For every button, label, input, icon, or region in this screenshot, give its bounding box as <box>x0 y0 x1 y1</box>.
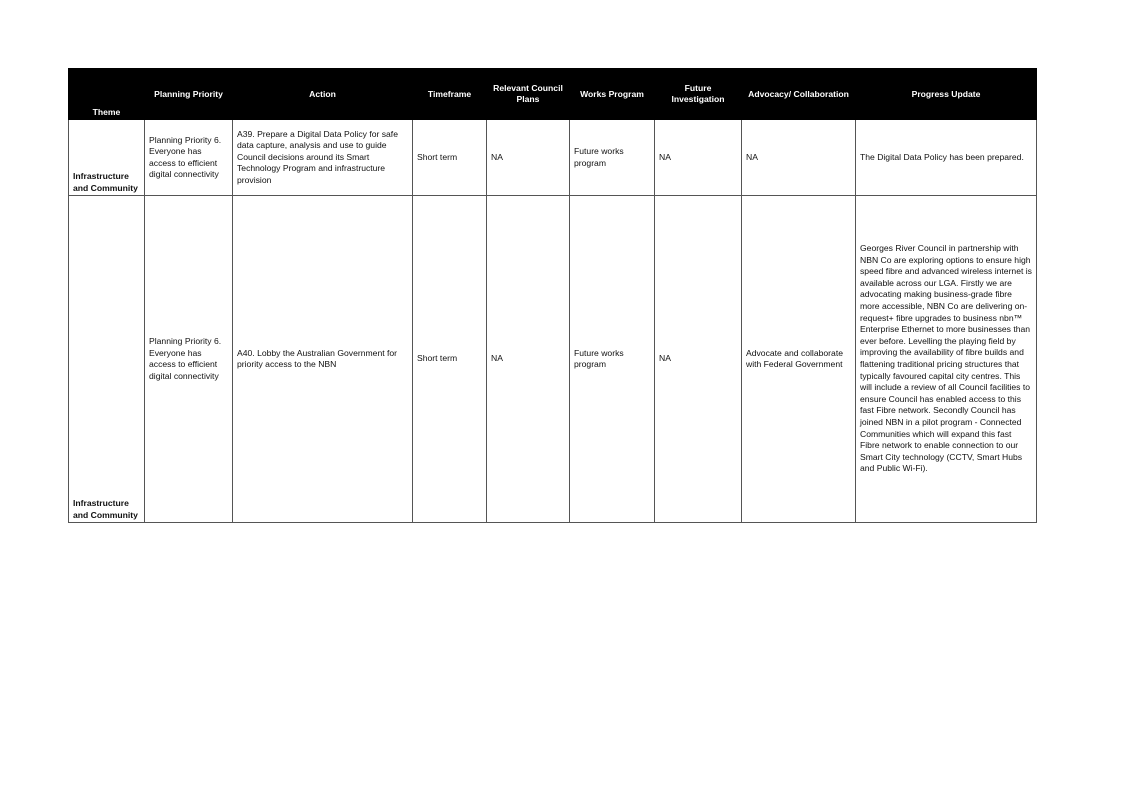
works-program-cell: Future works program <box>570 120 655 196</box>
header-works-program: Works Program <box>570 69 655 120</box>
header-timeframe: Timeframe <box>413 69 487 120</box>
planning-priority-cell: Planning Priority 6. Everyone has access to efficient digital connectivity <box>145 196 233 523</box>
future-investigation-cell: NA <box>655 120 742 196</box>
planning-priority-cell: Planning Priority 6. Everyone has access to efficient digital connectivity <box>145 120 233 196</box>
advocacy-collaboration-cell: NA <box>742 120 856 196</box>
header-progress-update: Progress Update <box>856 69 1037 120</box>
header-relevant-council-plans: Relevant Council Plans <box>487 69 570 120</box>
action-cell: A39. Prepare a Digital Data Policy for safe data capture, analysis and use to guide Council decisions around its Smart Technology Program and infrastructure provision <box>233 120 413 196</box>
header-action: Action <box>233 69 413 120</box>
theme-cell: Infrastructure and Community <box>69 196 145 523</box>
timeframe-cell: Short term <box>413 196 487 523</box>
progress-update-cell: Georges River Council in partnership with NBN Co are exploring options to ensure high speed fibre and advanced wireless internet is available across our LGA. Firstly we are advocating making business-grade fibre more accessible, NBN Co are delivering on-request+ fibre upgrades to business nbn™ Enterprise Ethernet to more businesses than ever before. Levelling the playing field by improving the availability of fibre builds and flattening traditional pricing structures that typically favoured capital city centres. This will include a review of all Council facilities to ensure Council has enabled access to this fast Fibre network. Secondly Council has joined NBN in a pilot program - Connected Communities which will expand this fast Fibre network to enable connection to our Smart City technology (CCTV, Smart Hubs and Public Wi-Fi). <box>856 196 1037 523</box>
advocacy-collaboration-cell: Advocate and collaborate with Federal Government <box>742 196 856 523</box>
works-program-cell: Future works program <box>570 196 655 523</box>
header-advocacy-collaboration: Advocacy/ Collaboration <box>742 69 856 120</box>
future-investigation-cell: NA <box>655 196 742 523</box>
progress-update-cell: The Digital Data Policy has been prepared. <box>856 120 1037 196</box>
relevant-council-plans-cell: NA <box>487 196 570 523</box>
theme-cell: Infrastructure and Community <box>69 120 145 196</box>
relevant-council-plans-cell: NA <box>487 120 570 196</box>
header-future-investigation: Future Investigation <box>655 69 742 120</box>
action-cell: A40. Lobby the Australian Government for priority access to the NBN <box>233 196 413 523</box>
table-row <box>69 120 1037 196</box>
table-row <box>69 196 1037 523</box>
header-theme: Theme <box>69 69 145 120</box>
table-header-row <box>69 69 1037 120</box>
timeframe-cell: Short term <box>413 120 487 196</box>
progress-table <box>68 68 1037 523</box>
header-planning-priority: Planning Priority <box>145 69 233 120</box>
